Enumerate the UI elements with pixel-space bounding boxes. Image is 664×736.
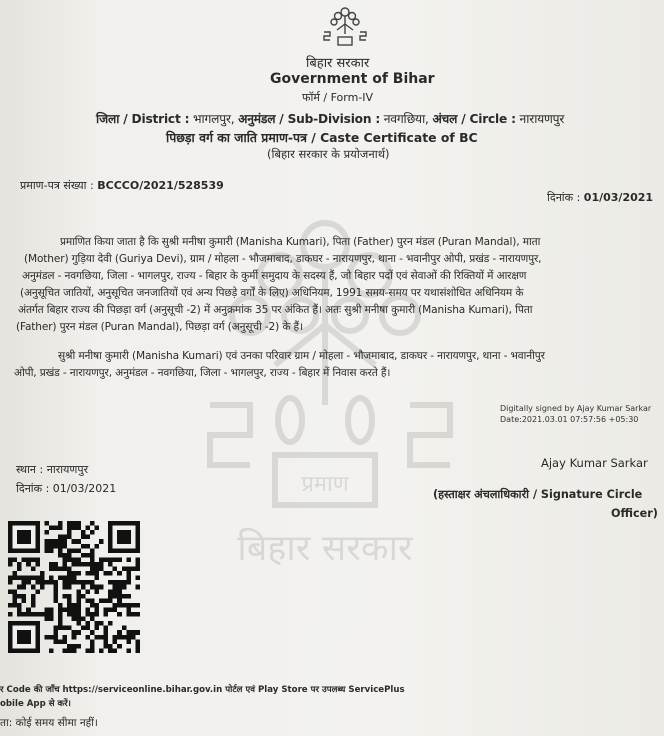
issue-date-top-value: 01/03/2021 [583, 191, 654, 204]
place-value: नारायणपुर [46, 463, 89, 476]
signatory-title-line1: (हस्ताक्षर अंचलाधिकारी / Signature Circle [433, 488, 643, 501]
qr-code [8, 517, 140, 657]
circle-label: अंचल / Circle : [432, 112, 516, 126]
paragraph2-line: ओपी, प्रखंड - नारायणपुर, अनुमंडल - नवगछिया, जिला - भागलपुर, राज्य - बिहार में निवास करते हैं। [14, 367, 391, 379]
paragraph2-line: सुश्री मनीषा कुमारी (Manisha Kumari) एवं उनका परिवार ग्राम / मोहला - भौजमाबाद, डाकघर - नारायणपुर, थाना - भवानीपुर [58, 350, 545, 362]
issue-date-bottom-label: दिनांक : [16, 482, 50, 495]
paragraph1-line: (अनुसूचित जातियों, अनुसूचित जनजातियों एवं अन्य पिछड़े वर्गों के लिए) अधिनियम, 1991 समय-समय पर यथासंशोधित अधिनियम के [20, 287, 524, 299]
header-hindi-title: बिहार सरकार [306, 56, 370, 71]
paragraph1-line: (Father) पुरन मंडल (Puran Mandal), पिछड़ा वर्ग (अनुसूची -2) के हैं। [16, 321, 303, 333]
footer-validity: ता: कोई समय सीमा नहीं। [0, 717, 98, 729]
place-label: स्थान : [16, 463, 44, 476]
issue-date-top [547, 190, 653, 205]
header-english-title: Government of Bihar [270, 71, 435, 87]
circle-value: नारायणपुर [519, 112, 565, 126]
district-label: जिला / District : [96, 112, 190, 126]
digital-signature-line2: Date:2021.03.01 07:57:56 +05:30 [500, 415, 639, 424]
footer-verify-line2: obile App से करें। [0, 699, 71, 709]
paragraph1-line: (Mother) गुड़िया देवी (Guriya Devi), ग्राम / मोहला - भौजमाबाद, डाकघर - नारायणपुर, थाना - भवानीपुर ओपी, प्रखंड - नारायणपुर, [24, 253, 542, 265]
subdivision-value: नवगछिया, [383, 112, 429, 126]
signatory-title-line2: Officer) [611, 507, 658, 520]
certificate-subtitle: (बिहार सरकार के प्रयोजनार्थ) [267, 147, 390, 161]
paragraph1-line: अनुमंडल - नवगछिया, जिला - भागलपुर, राज्य - बिहार के कुर्मी समुदाय के सदस्य हैं, जो बिहार पदों एवं सेवाओं की रिक्तियों में आरक्षण [22, 270, 527, 282]
issue-date-top-label: दिनांक : [547, 191, 581, 204]
issue-date-bottom [16, 481, 116, 496]
watermark-caption: बिहार सरकार [237, 528, 413, 569]
issue-date-bottom-value: 01/03/2021 [52, 482, 117, 495]
digital-signature-line1: Digitally signed by Ajay Kumar Sarkar [500, 404, 652, 413]
certificate-title: पिछड़ा वर्ग का जाति प्रमाण-पत्र / Caste Certificate of BC [166, 130, 478, 145]
signatory-name: Ajay Kumar Sarkar [541, 456, 648, 470]
certificate-number [20, 178, 224, 193]
place [16, 462, 88, 477]
district-value: भागलपुर, [192, 112, 235, 126]
footer-verify-line1: र Code की जाँच https://serviceonline.bihar.gov.in पोर्टल एवं Play Store पर उपलब्ध ServicePlus [0, 685, 405, 695]
location-line [96, 110, 564, 127]
bihar-emblem-icon [321, 4, 369, 48]
paragraph1-line: प्रमाणित किया जाता है कि सुश्री मनीषा कुमारी (Manisha Kumari), पिता (Father) पुरन मंडल (Puran Mandal), माता [60, 236, 541, 248]
paragraph1-line: अंतर्गत बिहार राज्य की पिछड़ा वर्ग (अनुसूची -2) में अनुक्रमांक 35 पर अंकित हैं। अतः सुश्री मनीषा कुमारी (Manisha Kumari), पिता [18, 304, 533, 316]
certificate-number-value: BCCCO/2021/528539 [97, 179, 224, 192]
watermark-stamp-text: प्रमाण [301, 472, 349, 497]
subdivision-label: अनुमंडल / Sub-Division : [238, 112, 381, 126]
certificate-number-label: प्रमाण-पत्र संख्या : [20, 179, 94, 192]
form-number: फॉर्म / Form-IV [302, 91, 374, 104]
